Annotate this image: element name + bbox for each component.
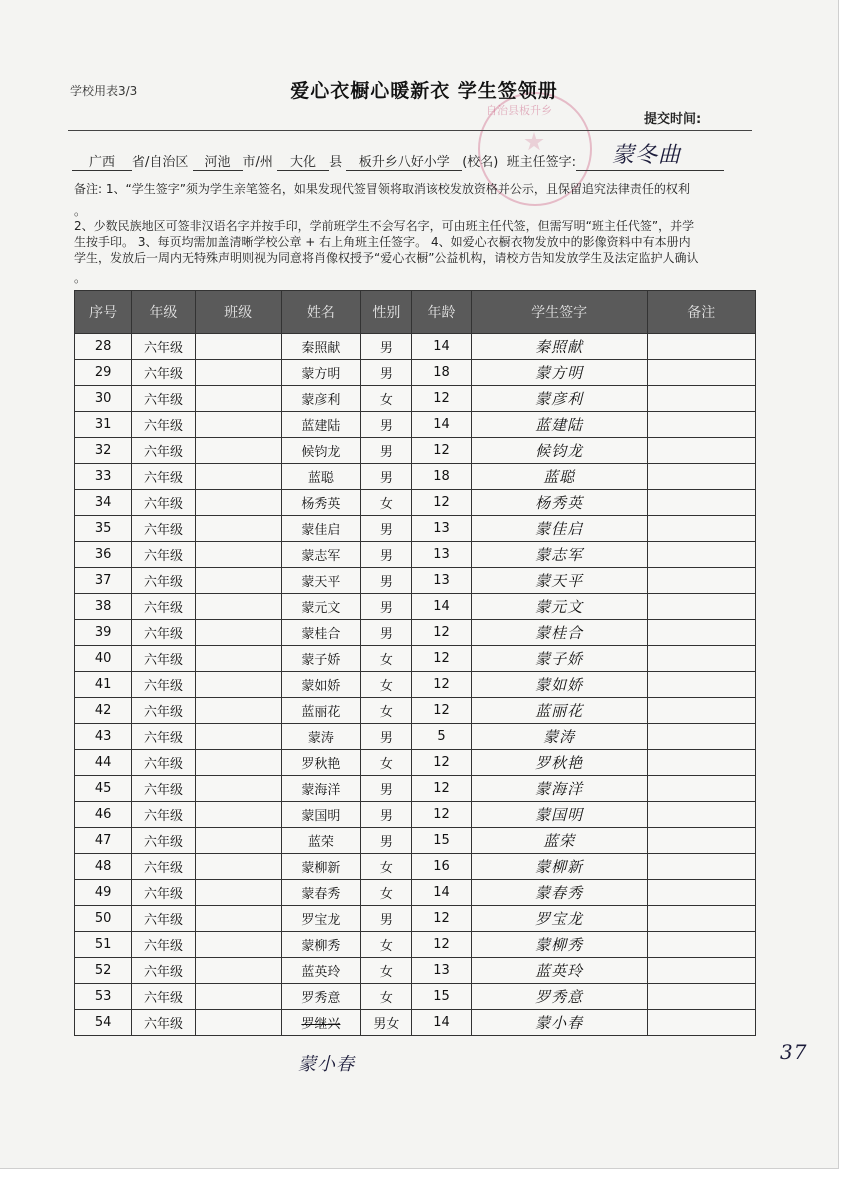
cell-remark — [647, 828, 755, 854]
cell-name: 罗继兴 — [281, 1010, 361, 1036]
table-row — [75, 1010, 756, 1036]
cell-sex: 男 — [361, 438, 412, 464]
table-row — [75, 490, 756, 516]
table-row — [75, 906, 756, 932]
cell-age: 12 — [412, 646, 471, 672]
cell-sex: 女 — [361, 984, 412, 1010]
cell-name: 蓝英玲 — [281, 958, 361, 984]
cell-name: 蒙元文 — [281, 594, 361, 620]
cell-no: 40 — [75, 646, 132, 672]
column-header-class: 班级 — [195, 291, 281, 334]
table-row — [75, 672, 756, 698]
cell-name: 秦照献 — [281, 334, 361, 360]
cell-name: 罗秀意 — [281, 984, 361, 1010]
cell-remark — [647, 490, 755, 516]
cell-no: 48 — [75, 854, 132, 880]
cell-age: 12 — [412, 672, 471, 698]
table-row — [75, 568, 756, 594]
cell-signature: 秦照献 — [471, 334, 647, 360]
cell-grade: 六年级 — [132, 880, 195, 906]
cell-name: 蓝荣 — [281, 828, 361, 854]
cell-name: 蒙桂合 — [281, 620, 361, 646]
cell-class — [195, 516, 281, 542]
cell-no: 45 — [75, 776, 132, 802]
cell-remark — [647, 620, 755, 646]
cell-signature: 蒙涛 — [471, 724, 647, 750]
cell-signature: 蒙子娇 — [471, 646, 647, 672]
cell-grade: 六年级 — [132, 438, 195, 464]
cell-name: 蓝丽花 — [281, 698, 361, 724]
cell-age: 15 — [412, 984, 471, 1010]
cell-grade: 六年级 — [132, 542, 195, 568]
cell-remark — [647, 958, 755, 984]
cell-grade: 六年级 — [132, 516, 195, 542]
cell-grade: 六年级 — [132, 386, 195, 412]
cell-name: 候钧龙 — [281, 438, 361, 464]
cell-grade: 六年级 — [132, 490, 195, 516]
cell-grade: 六年级 — [132, 958, 195, 984]
cell-sex: 女 — [361, 854, 412, 880]
cell-class — [195, 906, 281, 932]
cell-signature: 蒙天平 — [471, 568, 647, 594]
cell-signature: 蒙佳启 — [471, 516, 647, 542]
table-row — [75, 984, 756, 1010]
cell-sex: 男 — [361, 594, 412, 620]
note-line-5: 学生，发放后一周内无特殊声明则视为同意将肖像权授予“爱心衣橱”公益机构，请校方告知发放学生及法定监护人确认 — [74, 251, 699, 265]
cell-grade: 六年级 — [132, 828, 195, 854]
cell-signature: 蓝建陆 — [471, 412, 647, 438]
cell-grade: 六年级 — [132, 620, 195, 646]
table-row — [75, 542, 756, 568]
cell-name: 罗秋艳 — [281, 750, 361, 776]
cell-signature: 候钧龙 — [471, 438, 647, 464]
cell-no: 54 — [75, 1010, 132, 1036]
cell-sex: 男 — [361, 412, 412, 438]
cell-remark — [647, 984, 755, 1010]
cell-age: 12 — [412, 932, 471, 958]
table-row — [75, 932, 756, 958]
cell-sex: 女 — [361, 646, 412, 672]
cell-age: 13 — [412, 542, 471, 568]
cell-class — [195, 698, 281, 724]
cell-age: 13 — [412, 568, 471, 594]
student-roster-table — [74, 290, 756, 1036]
cell-remark — [647, 880, 755, 906]
column-header-age: 年龄 — [412, 291, 471, 334]
column-header-remark: 备注 — [647, 291, 755, 334]
cell-class — [195, 984, 281, 1010]
cell-name: 蓝聪 — [281, 464, 361, 490]
cell-remark — [647, 386, 755, 412]
submit-time-label-text: 提交时间: — [644, 112, 702, 127]
cell-no: 51 — [75, 932, 132, 958]
table-row — [75, 386, 756, 412]
table-row — [75, 750, 756, 776]
cell-no: 49 — [75, 880, 132, 906]
cell-no: 32 — [75, 438, 132, 464]
cell-signature: 罗秋艳 — [471, 750, 647, 776]
province-suffix: 省/自治区 — [132, 155, 189, 170]
cell-sex: 女 — [361, 932, 412, 958]
cell-age: 14 — [412, 412, 471, 438]
cell-name: 蓝建陆 — [281, 412, 361, 438]
cell-class — [195, 490, 281, 516]
cell-sex: 女 — [361, 386, 412, 412]
table-row — [75, 802, 756, 828]
cell-sex: 男 — [361, 464, 412, 490]
cell-no: 33 — [75, 464, 132, 490]
cell-name: 蒙柳秀 — [281, 932, 361, 958]
cell-signature: 蒙方明 — [471, 360, 647, 386]
cell-remark — [647, 672, 755, 698]
cell-grade: 六年级 — [132, 1010, 195, 1036]
cell-signature: 罗秀意 — [471, 984, 647, 1010]
page-title: 爱心衣橱心暖新衣 学生签领册 — [290, 80, 558, 102]
cell-class — [195, 438, 281, 464]
cell-name: 蒙国明 — [281, 802, 361, 828]
cell-sex: 女 — [361, 672, 412, 698]
cell-age: 14 — [412, 334, 471, 360]
seal-text: 自治县板升乡 — [486, 104, 552, 117]
correction-signature: 蒙小春 — [298, 1054, 355, 1075]
cell-age: 5 — [412, 724, 471, 750]
cell-no: 31 — [75, 412, 132, 438]
form-code: 学校用表3/3 — [70, 84, 138, 98]
cell-remark — [647, 802, 755, 828]
cell-no: 29 — [75, 360, 132, 386]
cell-class — [195, 568, 281, 594]
cell-signature: 蒙桂合 — [471, 620, 647, 646]
cell-sex: 女 — [361, 958, 412, 984]
cell-no: 44 — [75, 750, 132, 776]
cell-name: 蒙涛 — [281, 724, 361, 750]
note-line-2: 。 — [74, 204, 87, 218]
cell-age: 12 — [412, 750, 471, 776]
table-row — [75, 698, 756, 724]
cell-age: 12 — [412, 490, 471, 516]
cell-class — [195, 750, 281, 776]
cell-class — [195, 828, 281, 854]
cell-sex: 女 — [361, 698, 412, 724]
cell-sex: 女 — [361, 750, 412, 776]
cell-remark — [647, 932, 755, 958]
cell-class — [195, 542, 281, 568]
teacher-signature: 蒙冬曲 — [612, 143, 682, 168]
cell-class — [195, 932, 281, 958]
column-header-name: 姓名 — [281, 291, 361, 334]
cell-grade: 六年级 — [132, 646, 195, 672]
cell-sex: 男 — [361, 776, 412, 802]
table-row — [75, 620, 756, 646]
cell-signature: 蒙如娇 — [471, 672, 647, 698]
cell-no: 37 — [75, 568, 132, 594]
cell-remark — [647, 698, 755, 724]
cell-name: 蒙天平 — [281, 568, 361, 594]
cell-name: 蒙子娇 — [281, 646, 361, 672]
cell-sex: 男女 — [361, 1010, 412, 1036]
cell-remark — [647, 594, 755, 620]
cell-remark — [647, 412, 755, 438]
cell-grade: 六年级 — [132, 724, 195, 750]
table-row — [75, 958, 756, 984]
cell-class — [195, 334, 281, 360]
cell-no: 28 — [75, 334, 132, 360]
cell-grade: 六年级 — [132, 334, 195, 360]
cell-name: 蒙佳启 — [281, 516, 361, 542]
cell-age: 12 — [412, 906, 471, 932]
cell-signature: 蒙海洋 — [471, 776, 647, 802]
cell-signature: 蒙志军 — [471, 542, 647, 568]
province-field: 广西 — [72, 151, 132, 171]
school-suffix: (校名) — [462, 155, 499, 170]
cell-signature: 蓝聪 — [471, 464, 647, 490]
cell-class — [195, 464, 281, 490]
cell-grade: 六年级 — [132, 464, 195, 490]
cell-class — [195, 646, 281, 672]
school-name-field: 板升乡八好小学 — [346, 151, 462, 171]
column-header-signature: 学生签字 — [471, 291, 647, 334]
cell-remark — [647, 1010, 755, 1036]
cell-remark — [647, 854, 755, 880]
cell-sex: 女 — [361, 490, 412, 516]
table-row — [75, 776, 756, 802]
teacher-signature-label: 班主任签字: — [506, 155, 577, 170]
table-row — [75, 360, 756, 386]
cell-name: 蒙海洋 — [281, 776, 361, 802]
table-header-row — [75, 291, 756, 334]
table-row — [75, 646, 756, 672]
cell-no: 50 — [75, 906, 132, 932]
cell-class — [195, 776, 281, 802]
cell-grade: 六年级 — [132, 906, 195, 932]
cell-name: 蒙彦利 — [281, 386, 361, 412]
header-divider — [68, 130, 752, 131]
cell-age: 18 — [412, 464, 471, 490]
note-line-3: 2、少数民族地区可签非汉语名字并按手印，学前班学生不会写名字，可由班主任代签，但需写明“班主任代签”，并学 — [74, 219, 695, 233]
table-row — [75, 438, 756, 464]
cell-age: 14 — [412, 880, 471, 906]
cell-no: 30 — [75, 386, 132, 412]
cell-signature: 蒙彦利 — [471, 386, 647, 412]
cell-class — [195, 880, 281, 906]
cell-remark — [647, 464, 755, 490]
cell-signature: 蒙国明 — [471, 802, 647, 828]
cell-age: 12 — [412, 776, 471, 802]
cell-class — [195, 594, 281, 620]
cell-sex: 女 — [361, 880, 412, 906]
cell-remark — [647, 438, 755, 464]
cell-remark — [647, 646, 755, 672]
cell-class — [195, 386, 281, 412]
cell-sex: 男 — [361, 334, 412, 360]
cell-sex: 男 — [361, 724, 412, 750]
city-suffix: 市/州 — [242, 155, 273, 170]
cell-grade: 六年级 — [132, 594, 195, 620]
cell-age: 12 — [412, 620, 471, 646]
cell-sex: 男 — [361, 542, 412, 568]
table-row — [75, 516, 756, 542]
cell-signature: 蒙柳秀 — [471, 932, 647, 958]
cell-name: 蒙志军 — [281, 542, 361, 568]
cell-no: 35 — [75, 516, 132, 542]
cell-no: 52 — [75, 958, 132, 984]
cell-remark — [647, 724, 755, 750]
cell-no: 39 — [75, 620, 132, 646]
cell-name: 蒙方明 — [281, 360, 361, 386]
cell-name: 杨秀英 — [281, 490, 361, 516]
cell-age: 12 — [412, 438, 471, 464]
cell-remark — [647, 360, 755, 386]
cell-age: 14 — [412, 594, 471, 620]
cell-class — [195, 958, 281, 984]
cell-signature: 蒙小春 — [471, 1010, 647, 1036]
table-row — [75, 412, 756, 438]
cell-signature: 杨秀英 — [471, 490, 647, 516]
cell-signature: 蓝英玲 — [471, 958, 647, 984]
submit-time-label — [644, 108, 701, 127]
cell-grade: 六年级 — [132, 698, 195, 724]
cell-grade: 六年级 — [132, 568, 195, 594]
cell-age: 14 — [412, 1010, 471, 1036]
cell-sex: 男 — [361, 802, 412, 828]
column-header-grade: 年级 — [132, 291, 195, 334]
table-row — [75, 594, 756, 620]
cell-age: 12 — [412, 802, 471, 828]
cell-name: 罗宝龙 — [281, 906, 361, 932]
cell-age: 15 — [412, 828, 471, 854]
cell-signature: 蒙元文 — [471, 594, 647, 620]
county-suffix: 县 — [329, 155, 343, 170]
cell-no: 41 — [75, 672, 132, 698]
cell-class — [195, 412, 281, 438]
cell-class — [195, 724, 281, 750]
cell-name: 蒙春秀 — [281, 880, 361, 906]
cell-no: 34 — [75, 490, 132, 516]
cell-signature: 蒙柳新 — [471, 854, 647, 880]
cell-class — [195, 802, 281, 828]
county-field: 大化 — [277, 151, 329, 171]
cell-remark — [647, 750, 755, 776]
cell-no: 53 — [75, 984, 132, 1010]
cell-age: 12 — [412, 698, 471, 724]
cell-remark — [647, 334, 755, 360]
cell-remark — [647, 906, 755, 932]
cell-sex: 男 — [361, 360, 412, 386]
cell-no: 47 — [75, 828, 132, 854]
cell-grade: 六年级 — [132, 412, 195, 438]
cell-signature: 罗宝龙 — [471, 906, 647, 932]
cell-signature: 蓝荣 — [471, 828, 647, 854]
cell-grade: 六年级 — [132, 932, 195, 958]
cell-name: 蒙柳新 — [281, 854, 361, 880]
city-field: 河池 — [193, 151, 243, 171]
table-row — [75, 334, 756, 360]
cell-remark — [647, 776, 755, 802]
cell-no: 43 — [75, 724, 132, 750]
cell-age: 13 — [412, 516, 471, 542]
cell-sex: 男 — [361, 568, 412, 594]
cell-name: 蒙如娇 — [281, 672, 361, 698]
cell-grade: 六年级 — [132, 854, 195, 880]
cell-class — [195, 620, 281, 646]
cell-sex: 男 — [361, 516, 412, 542]
cell-no: 42 — [75, 698, 132, 724]
cell-class — [195, 1010, 281, 1036]
cell-sex: 男 — [361, 620, 412, 646]
cell-signature: 蓝丽花 — [471, 698, 647, 724]
column-header-sex: 性别 — [361, 291, 412, 334]
table-row — [75, 880, 756, 906]
cell-class — [195, 854, 281, 880]
cell-signature: 蒙春秀 — [471, 880, 647, 906]
table-row — [75, 464, 756, 490]
cell-sex: 男 — [361, 906, 412, 932]
cell-grade: 六年级 — [132, 802, 195, 828]
table-row — [75, 854, 756, 880]
cell-grade: 六年级 — [132, 672, 195, 698]
cell-class — [195, 672, 281, 698]
cell-remark — [647, 542, 755, 568]
cell-class — [195, 360, 281, 386]
cell-age: 12 — [412, 386, 471, 412]
cell-grade: 六年级 — [132, 360, 195, 386]
cell-no: 46 — [75, 802, 132, 828]
cell-age: 16 — [412, 854, 471, 880]
cell-no: 38 — [75, 594, 132, 620]
note-line-6: 。 — [74, 271, 87, 285]
cell-remark — [647, 568, 755, 594]
column-header-no: 序号 — [75, 291, 132, 334]
cell-sex: 男 — [361, 828, 412, 854]
cell-grade: 六年级 — [132, 984, 195, 1010]
note-line-4: 生按手印。 3、每页均需加盖清晰学校公章 + 右上角班主任签字。 4、如爱心衣橱衣物发放中的影像资料中有本册内 — [74, 235, 691, 249]
cell-grade: 六年级 — [132, 776, 195, 802]
note-line-1: 备注: 1、“学生签字”须为学生亲笔签名，如果发现代签冒领将取消该校发放资格并公示，且保留追究法律责任的权利 — [74, 182, 690, 196]
cell-grade: 六年级 — [132, 750, 195, 776]
cell-age: 18 — [412, 360, 471, 386]
table-row — [75, 724, 756, 750]
table-row — [75, 828, 756, 854]
page-number: 37 — [780, 1040, 808, 1064]
cell-no: 36 — [75, 542, 132, 568]
cell-remark — [647, 516, 755, 542]
cell-age: 13 — [412, 958, 471, 984]
